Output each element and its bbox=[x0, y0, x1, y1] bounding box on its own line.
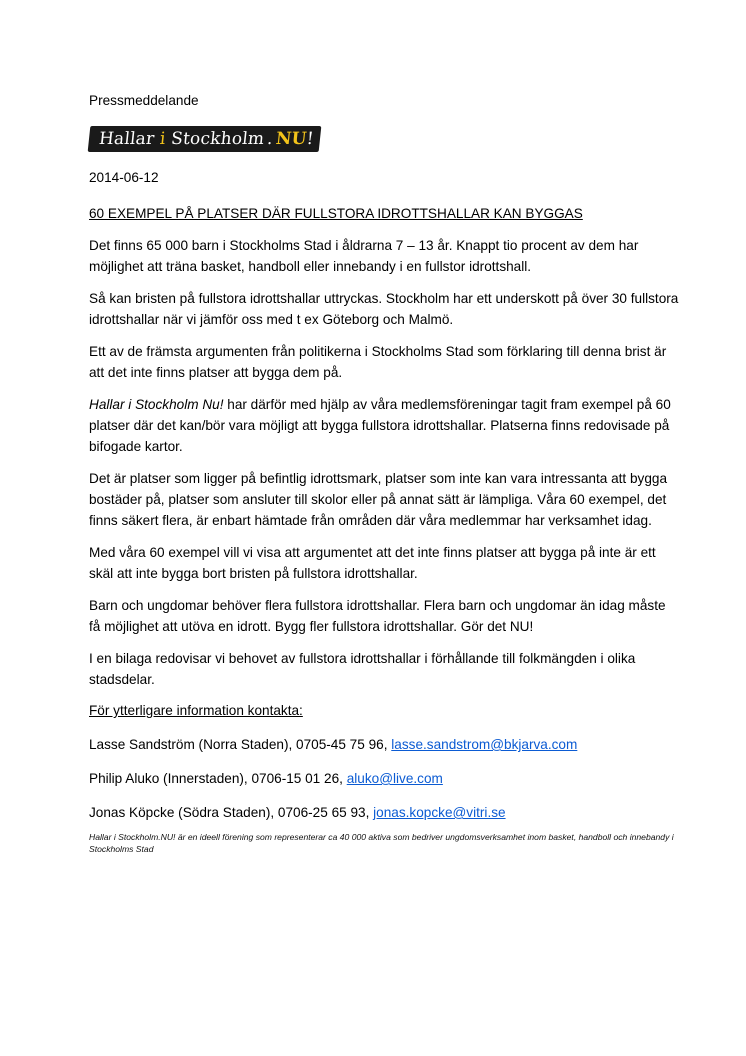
paragraph-4 bbox=[89, 394, 679, 457]
contact-line-2 bbox=[89, 768, 679, 789]
paragraph-6: Med våra 60 exempel vill vi visa att argumentet att det inte finns platser att bygga på inte är ett skäl att inte bygga bort bristen på fullstora idrottshallar. bbox=[89, 545, 656, 581]
logo-word-nu: NU bbox=[274, 129, 308, 149]
contact-1-email-link[interactable]: lasse.sandstrom@bkjarva.com bbox=[391, 737, 578, 752]
contact-1-details: Lasse Sandström (Norra Staden), 0705-45 75 96, bbox=[89, 737, 392, 752]
paragraph-8: I en bilaga redovisar vi behovet av fullstora idrottshallar i förhållande till folkmängden i olika stadsdelar. bbox=[89, 651, 636, 687]
logo-word-stockholm: Stockholm bbox=[170, 129, 266, 149]
paragraph-1: Det finns 65 000 barn i Stockholms Stad i åldrarna 7 – 13 år. Knappt tio procent av dem har möjlighet att träna basket, handboll eller innebandy i en fullstor idrottshall. bbox=[89, 238, 639, 274]
paragraph-5: Det är platser som ligger på befintlig idrottsmark, platser som inte kan vara intressanta att bygga bostäder på, platser som ansluter till skolor eller på annat sätt är lämpliga. Våra 60 exempel, det finns säkert flera, är enbart hämtade från områden där våra medlemmar har verksamhet idag. bbox=[89, 471, 668, 528]
press-release-page bbox=[89, 90, 679, 855]
logo-exclamation: ! bbox=[305, 129, 315, 149]
contact-2-details: Philip Aluko (Innerstaden), 0706-15 01 26, bbox=[89, 771, 347, 786]
contact-line-3 bbox=[89, 802, 679, 823]
contact-3-email-link[interactable]: jonas.kopcke@vitri.se bbox=[373, 805, 506, 820]
logo-dot: . bbox=[266, 129, 274, 149]
paragraph-3: Ett av de främsta argumenten från politikerna i Stockholms Stad som förklaring till denna brist är att det inte finns platser att bygga dem på. bbox=[89, 344, 667, 380]
hallar-i-stockholm-logo bbox=[88, 126, 321, 152]
contact-heading: För ytterligare information kontakta: bbox=[89, 703, 303, 718]
release-date: 2014-06-12 bbox=[89, 170, 159, 185]
contact-line-1 bbox=[89, 734, 679, 755]
paragraph-4-text: har därför med hjälp av våra medlemsföreningar tagit fram exempel på 60 platser där det kan/bör vara möjligt att bygga fullstora idrottshallar. Platserna finns redovisade på bifogade kartor. bbox=[89, 397, 671, 454]
paragraph-7: Barn och ungdomar behöver flera fullstora idrottshallar. Flera barn och ungdomar än idag måste få möjlighet att utöva en idrott. Bygg fler fullstora idrottshallar. Gör det NU! bbox=[89, 598, 666, 634]
document-type-label: Pressmeddelande bbox=[89, 93, 199, 108]
paragraph-2: Så kan bristen på fullstora idrottshallar uttryckas. Stockholm har ett underskott på över 30 fullstora idrottshallar när vi jämför oss med t ex Göteborg och Malmö. bbox=[89, 291, 679, 327]
logo-word-hallar: Hallar bbox=[97, 129, 156, 149]
organization-footer-note: Hallar i Stockholm.NU! är en ideell förening som representerar ca 40 000 aktiva som bedriver ungdomsverksamhet inom basket, handboll och innebandy i Stockholms Stad bbox=[89, 832, 674, 854]
organization-name-italic: Hallar i Stockholm Nu! bbox=[89, 397, 224, 412]
logo-word-i: i bbox=[158, 129, 167, 149]
contact-2-email-link[interactable]: aluko@live.com bbox=[346, 771, 443, 786]
contact-3-details: Jonas Köpcke (Södra Staden), 0706-25 65 93, bbox=[89, 805, 374, 820]
headline: 60 EXEMPEL PÅ PLATSER DÄR FULLSTORA IDROTTSHALLAR KAN BYGGAS bbox=[89, 206, 583, 221]
